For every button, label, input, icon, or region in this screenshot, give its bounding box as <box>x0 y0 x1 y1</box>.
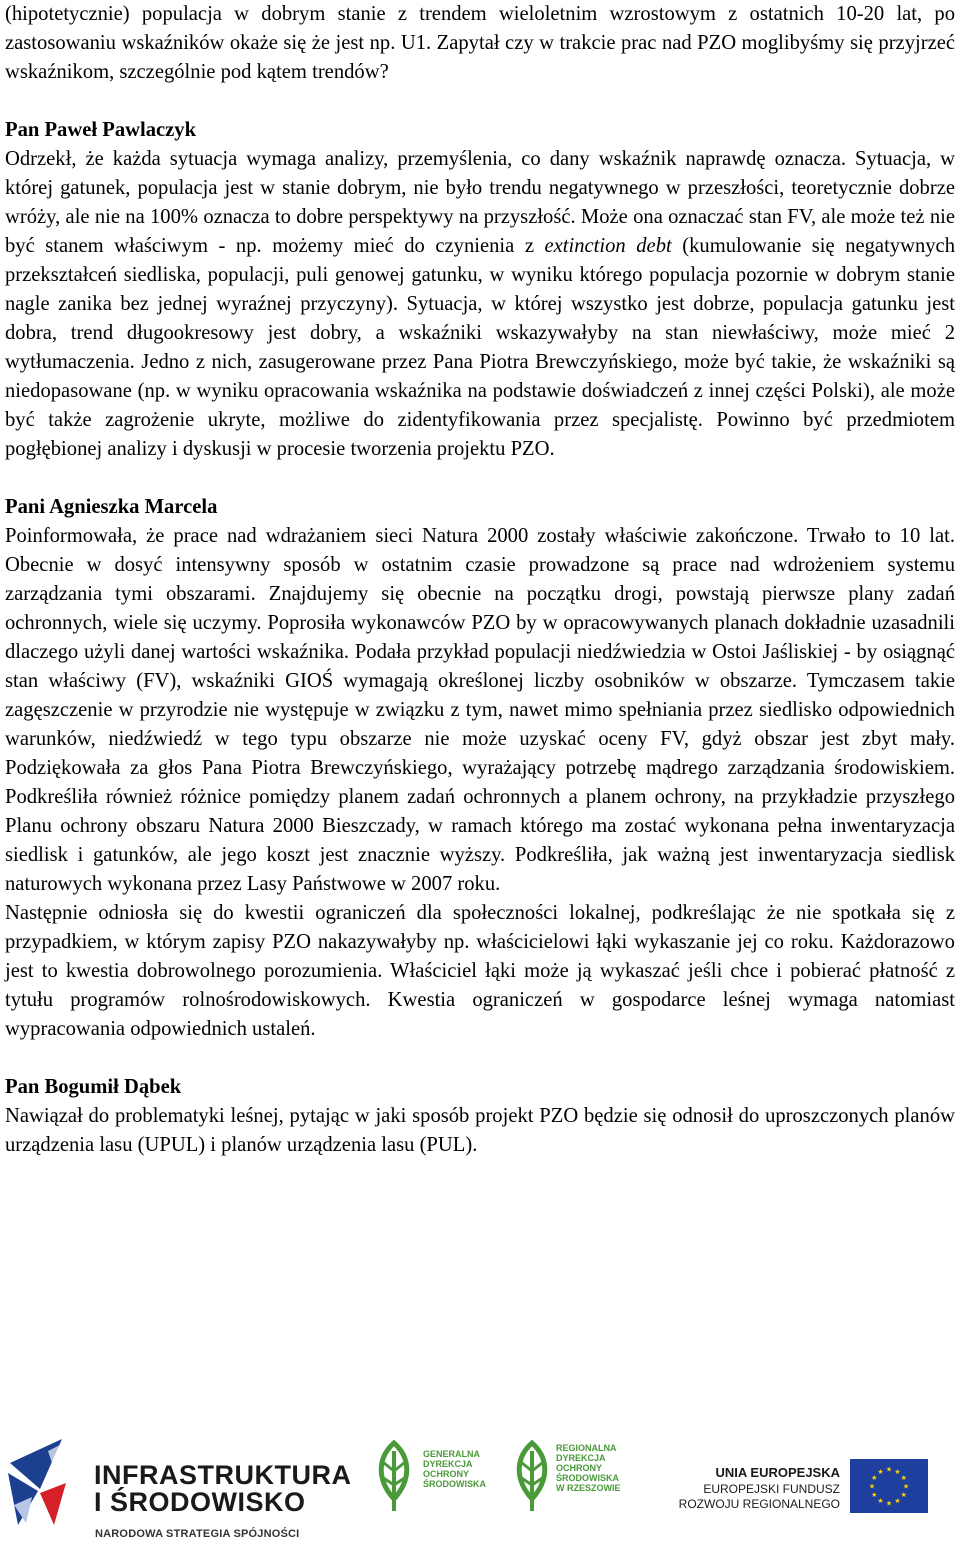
eu-star-icon: ★ <box>877 1497 884 1506</box>
speaker-statement <box>5 145 955 464</box>
eu-star-icon: ★ <box>871 1474 878 1482</box>
text-line: łąki może ją wykaszać jeśli chce i pobierać płatność z tytułu programów <box>5 960 956 1011</box>
speaker-statement-continued <box>5 899 955 1044</box>
text-line: Tymczasem takie zagęszczenie w przyrodzie nie występuje w związku z tym, nawet mimo <box>5 670 956 721</box>
text-line: (kumulowanie się negatywnych <box>671 235 955 257</box>
text-line: perspektywy na przyszłość. Może ona oznaczać stan FV, ale może też nie być stanem <box>5 206 955 257</box>
eu-star-icon: ★ <box>877 1467 884 1476</box>
text-line: Podkreśliła, jak ważną jest inwentaryzacja siedlisk naturowych wykonana przez Lasy <box>5 844 956 895</box>
intro-paragraph <box>5 0 955 87</box>
text-line: PZO by w opracowywanych planach dokładnie uzasadnili dlaczego użyli danej wartości <box>5 612 955 663</box>
rdos-line: ŚRODOWISKA <box>556 1473 619 1483</box>
eu-star-icon: ★ <box>885 1465 893 1474</box>
speaker-heading: Pan Bogumił Dąbek <box>5 1076 182 1098</box>
text-line: wskaźniki wskazywałyby na stan niewłaściwy, może mieć 2 wytłumaczenia. Jedno z nich, <box>5 322 955 373</box>
eu-star-icon: ★ <box>894 1467 901 1476</box>
nss-emblem-icon <box>4 1433 70 1531</box>
text-line: specjalistę. Powinno być przedmiotem pogłębionej analizy i dyskusji w procesie tworzenia <box>5 409 955 460</box>
text-line: uproszczonych planów urządzenia lasu (UPUL) i planów urządzenia lasu (PUL). <box>5 1105 955 1156</box>
gdos-line: GENERALNA <box>423 1449 481 1459</box>
speaker-heading: Pan Paweł Pawlaczyk <box>5 119 197 141</box>
speaker-statement <box>5 522 955 899</box>
text-line: części Polski), ale może być także zagrożenie ukryte, możliwe do zidentyfikowania przez <box>5 380 955 431</box>
text-line: pozornie w dobrym stanie nagle zanika bez jednej wyraźnej przyczyny). Sytuacja, w której <box>5 264 956 315</box>
text-line: wskaźnika. Podała przykład populacji niedźwiedzia w Ostoi Jaśliskiej - by osiągnąć stan <box>5 641 955 692</box>
rdos-leaf-icon <box>510 1439 554 1513</box>
text-line: zasugerowane przez Pana Piotra Brewczyńskiego, może być takie, że wskaźniki są <box>258 351 955 373</box>
text-line: niedopasowane (np. w wyniku opracowania wskaźnika na podstawie doświadczeń z innej <box>5 380 750 402</box>
text-line: przyszłego Planu ochrony obszaru Natura 2000 Bieszczady, w ramach którego ma zostać <box>5 786 955 837</box>
gdos-text <box>423 1449 486 1489</box>
text-line: 10-20 lat, po zastosowaniu wskaźników okaże się że jest np. U1. Zapytał czy w trakcie prac <box>5 3 955 54</box>
text-line: negatywnego w przeszłości, teoretycznie dobrze wróży, ale nie na 100% oznacza to dobre <box>5 177 955 228</box>
text-line: Nawiązał do problematyki leśnej, pytając w jaki sposób projekt PZO będzie się odnosił do <box>5 1105 760 1127</box>
text-line: Odrzekł, że każda sytuacja wymaga analizy, przemyślenia, co dany wskaźnik naprawdę <box>5 148 766 170</box>
text-line: Trwało to 10 lat. Obecnie w dosyć intensywny sposób w ostatnim czasie prowadzone są prace <box>5 525 955 576</box>
text-line: drogi, powstają pierwsze plany zadań ochronnych, wiele się uczymy. Poprosiła wykonawców <box>5 583 955 634</box>
text-line: również różnice pomiędzy planem zadań ochronnych a planem ochrony, na przykładzie <box>105 786 858 808</box>
gdos-line: OCHRONY <box>423 1469 470 1479</box>
text-line: wypracowania odpowiednich ustaleń. <box>5 1018 316 1040</box>
eu-star-icon: ★ <box>900 1474 907 1482</box>
text-line: spełniania przez siedlisko odpowiednich warunków, niedźwiedź w tego typu obszarze nie <box>5 699 955 750</box>
eu-flag-icon <box>850 1459 928 1513</box>
eu-star-icon: ★ <box>902 1482 910 1491</box>
text-line: Następnie odniosła się do kwestii ograniczeń dla społeczności lokalnej, podkreślając że nie <box>5 902 822 924</box>
footer-logos <box>0 1425 960 1540</box>
text-line: wszystko jest dobrze, populacja gatunku jest dobra, trend długookresowy jest dobry, a <box>5 293 956 344</box>
text-line: projektu PZO. <box>436 438 555 460</box>
eu-star-icon: ★ <box>900 1491 907 1499</box>
text-line: właściwy (FV), wskaźniki GIOŚ wymagają określonej liczby osobników w obszarze. <box>48 670 798 692</box>
rdos-line: DYREKCJA <box>556 1453 606 1463</box>
text-line: wykaszanie jej co roku. Każdorazowo jest to kwestia dobrowolnego porozumienia. Właściciel <box>5 931 955 982</box>
eu-title: UNIA EUROPEJSKA <box>715 1465 840 1480</box>
gdos-leaf-icon <box>372 1439 416 1513</box>
text-line: właściwym - np. możemy mieć do czynienia z <box>114 235 545 257</box>
rdos-line: REGIONALNA <box>556 1443 617 1453</box>
text-line: wykonana pełna inwentaryzacja siedlisk i gatunków, ale jego koszt jest znacznie wyższy. <box>5 815 955 866</box>
text-line: Poinformowała, że prace nad wdrażaniem sieci Natura 2000 zostały właściwie zakończone. <box>5 525 799 547</box>
text-line: (hipotetycznie) populacja w dobrym stanie z trendem wieloletnim wzrostowym z ostatnich <box>5 3 824 25</box>
speaker-statement <box>5 1102 955 1160</box>
text-line: nad PZO moglibyśmy się przyjrzeć wskaźnikom, szczególnie pod kątem trendów? <box>5 32 955 83</box>
text-line: oznacza. Sytuacja, w której gatunek, populacja jest w stanie dobrym, nie było trendu <box>5 148 955 199</box>
text-line: Brewczyńskiego, wyrażający potrzebę mądrego zarządzania środowiskiem. Podkreśliła <box>5 757 955 808</box>
infrastruktura-title: INFRASTRUKTURA <box>94 1460 352 1490</box>
text-line: rolnośrodowiskowych. Kwestia ograniczeń w gospodarce leśnej wymaga natomiast <box>182 989 955 1011</box>
text-line: przekształceń siedliska, populacji, puli genowej gatunku, w wyniku którego populacja <box>5 264 730 286</box>
eu-star-icon: ★ <box>894 1497 901 1506</box>
rdos-line: OCHRONY <box>556 1463 603 1473</box>
nss-subtitle: NARODOWA STRATEGIA SPÓJNOŚCI <box>95 1528 300 1540</box>
eu-star-icon: ★ <box>868 1482 876 1491</box>
rdos-line: W RZESZOWIE <box>556 1483 621 1493</box>
eu-fund-line: ROZWOJU REGIONALNEGO <box>678 1497 840 1511</box>
gdos-line: ŚRODOWISKA <box>423 1479 486 1489</box>
eu-fund-line: EUROPEJSKI FUNDUSZ <box>703 1482 840 1496</box>
text-line: Państwowe w 2007 roku. <box>292 873 501 895</box>
italic-term: extinction debt <box>544 235 672 257</box>
text-line: nad wdrożeniem systemu zarządzania tymi obszarami. Znajdujemy się obecnie na początku <box>5 554 955 605</box>
eu-star-icon: ★ <box>871 1491 878 1499</box>
eu-star-icon: ★ <box>885 1499 893 1508</box>
rdos-text <box>556 1443 621 1493</box>
document-body <box>5 0 955 1160</box>
srodowisko-title: I ŚRODOWISKO <box>94 1487 306 1517</box>
text-line: spotkała się z przypadkiem, w którym zapisy PZO nakazywałyby np. właścicielowi łąki <box>5 902 955 953</box>
text-line: może uzyskać oceny FV, gdyż obszar jest zbyt mały. Podziękowała za głos Pana Piotra <box>5 728 956 779</box>
gdos-line: DYREKCJA <box>423 1459 473 1469</box>
speaker-heading: Pani Agnieszka Marcela <box>5 496 218 518</box>
